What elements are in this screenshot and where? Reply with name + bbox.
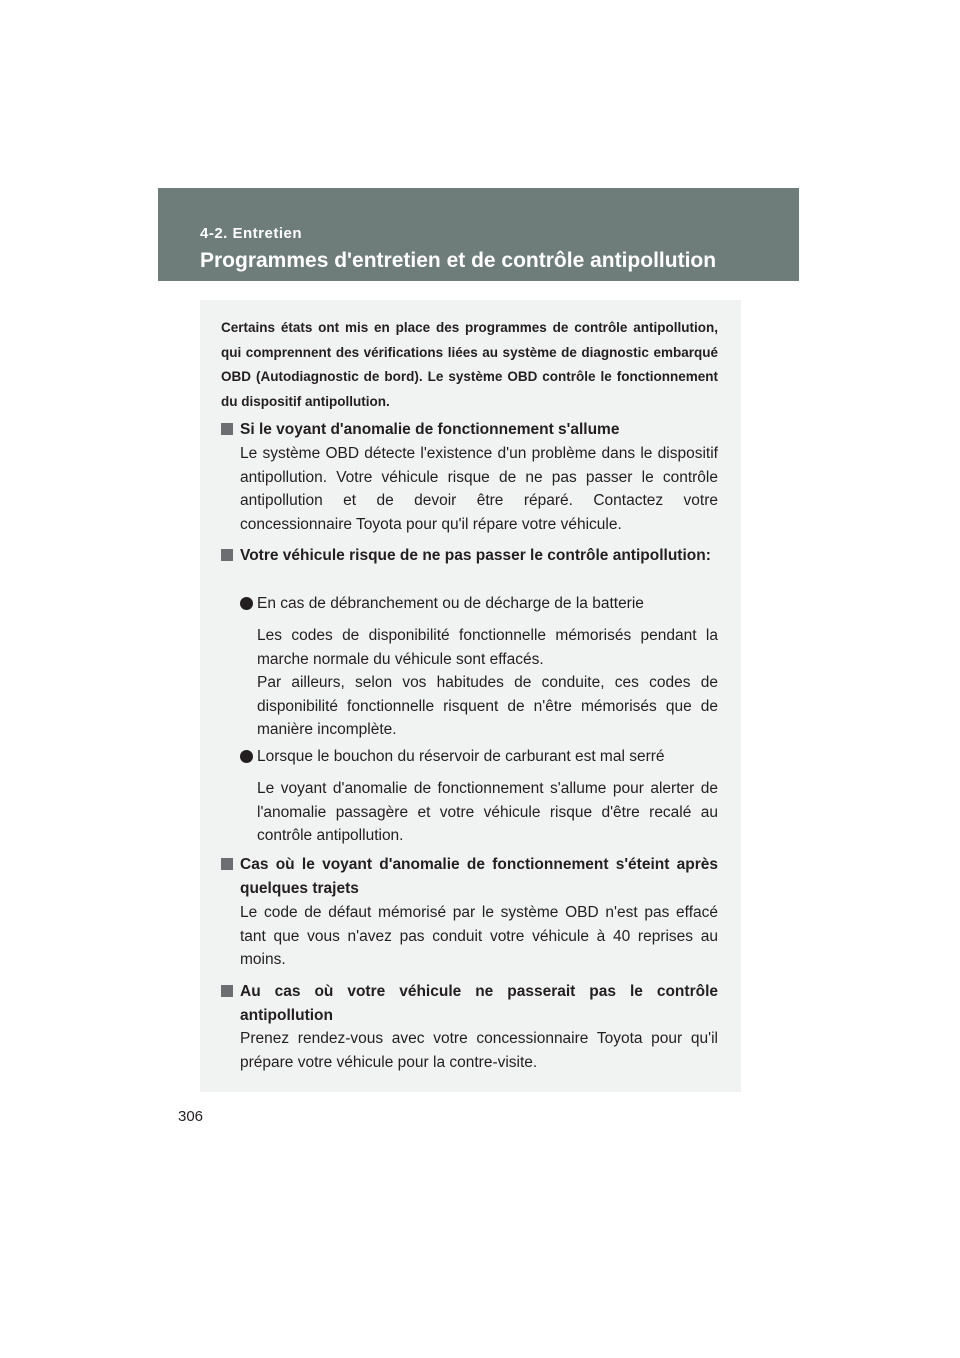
bullet-paragraph: Le voyant d'anomalie de fonctionnement s'allume pour alerter de l'anomalie passagère et votre véhicule risque d'être recalé au contrôle antipollution. [257,780,718,844]
section-heading-text: Au cas où votre véhicule ne passerait pas le contrôle antipollution [240,983,718,1024]
page-title: Programmes d'entretien et de contrôle antipollution [200,249,717,272]
chapter-header [158,188,799,281]
bullet-label: Lorsque le bouchon du réservoir de carburant est mal serré [257,748,665,765]
square-bullet-icon [221,423,233,435]
section-heading-2 [221,544,718,568]
round-bullet-icon [240,750,253,763]
section-heading-3 [221,853,718,901]
bullet-paragraph: Par ailleurs, selon vos habitudes de conduite, ces codes de disponibilité fonctionnelle risquent de n'être mémorisés que de manière incomplète. [257,674,718,738]
bullet-label: En cas de débranchement ou de décharge de la batterie [257,595,644,612]
section-label: 4-2. Entretien [200,225,303,242]
square-bullet-icon [221,985,233,997]
intro-paragraph: Certains états ont mis en place des programmes de contrôle antipollution, qui comprennent des vérifications liées au système de diagnostic embarqué OBD (Autodiagnostic de bord). Le système OBD contrôle le fonctionnement du dispositif antipollution. [221,320,718,409]
section-heading-text: Cas où le voyant d'anomalie de fonctionnement s'éteint après quelques trajets [240,856,718,897]
section-paragraph-4: Prenez rendez-vous avec votre concessionnaire Toyota pour qu'il prépare votre véhicule pour la contre-visite. [240,1030,718,1071]
section-heading-text: Votre véhicule risque de ne pas passer le contrôle antipollution: [240,547,711,564]
section-paragraph-3: Le code de défaut mémorisé par le système OBD n'est pas effacé tant que vous n'avez pas conduit votre véhicule à 40 reprises au moins. [240,904,718,968]
section-paragraph-1: Le système OBD détecte l'existence d'un problème dans le dispositif antipollution. Votre véhicule risque de ne pas passer le contrôle antipollution et de devoir être réparé. Contactez votre concessionnaire Toyota pour qu'il répare votre véhicule. [240,445,718,533]
page-number: 306 [178,1108,204,1125]
section-heading-text: Si le voyant d'anomalie de fonctionnement s'allume [240,421,620,438]
square-bullet-icon [221,858,233,870]
bullet-item-2 [240,745,718,769]
section-heading-4 [221,980,718,1028]
bullet-item-1 [240,592,718,616]
round-bullet-icon [240,597,253,610]
section-heading-1 [221,418,718,442]
square-bullet-icon [221,549,233,561]
bullet-paragraph: Les codes de disponibilité fonctionnelle mémorisés pendant la marche normale du véhicule sont effacés. [257,627,718,668]
